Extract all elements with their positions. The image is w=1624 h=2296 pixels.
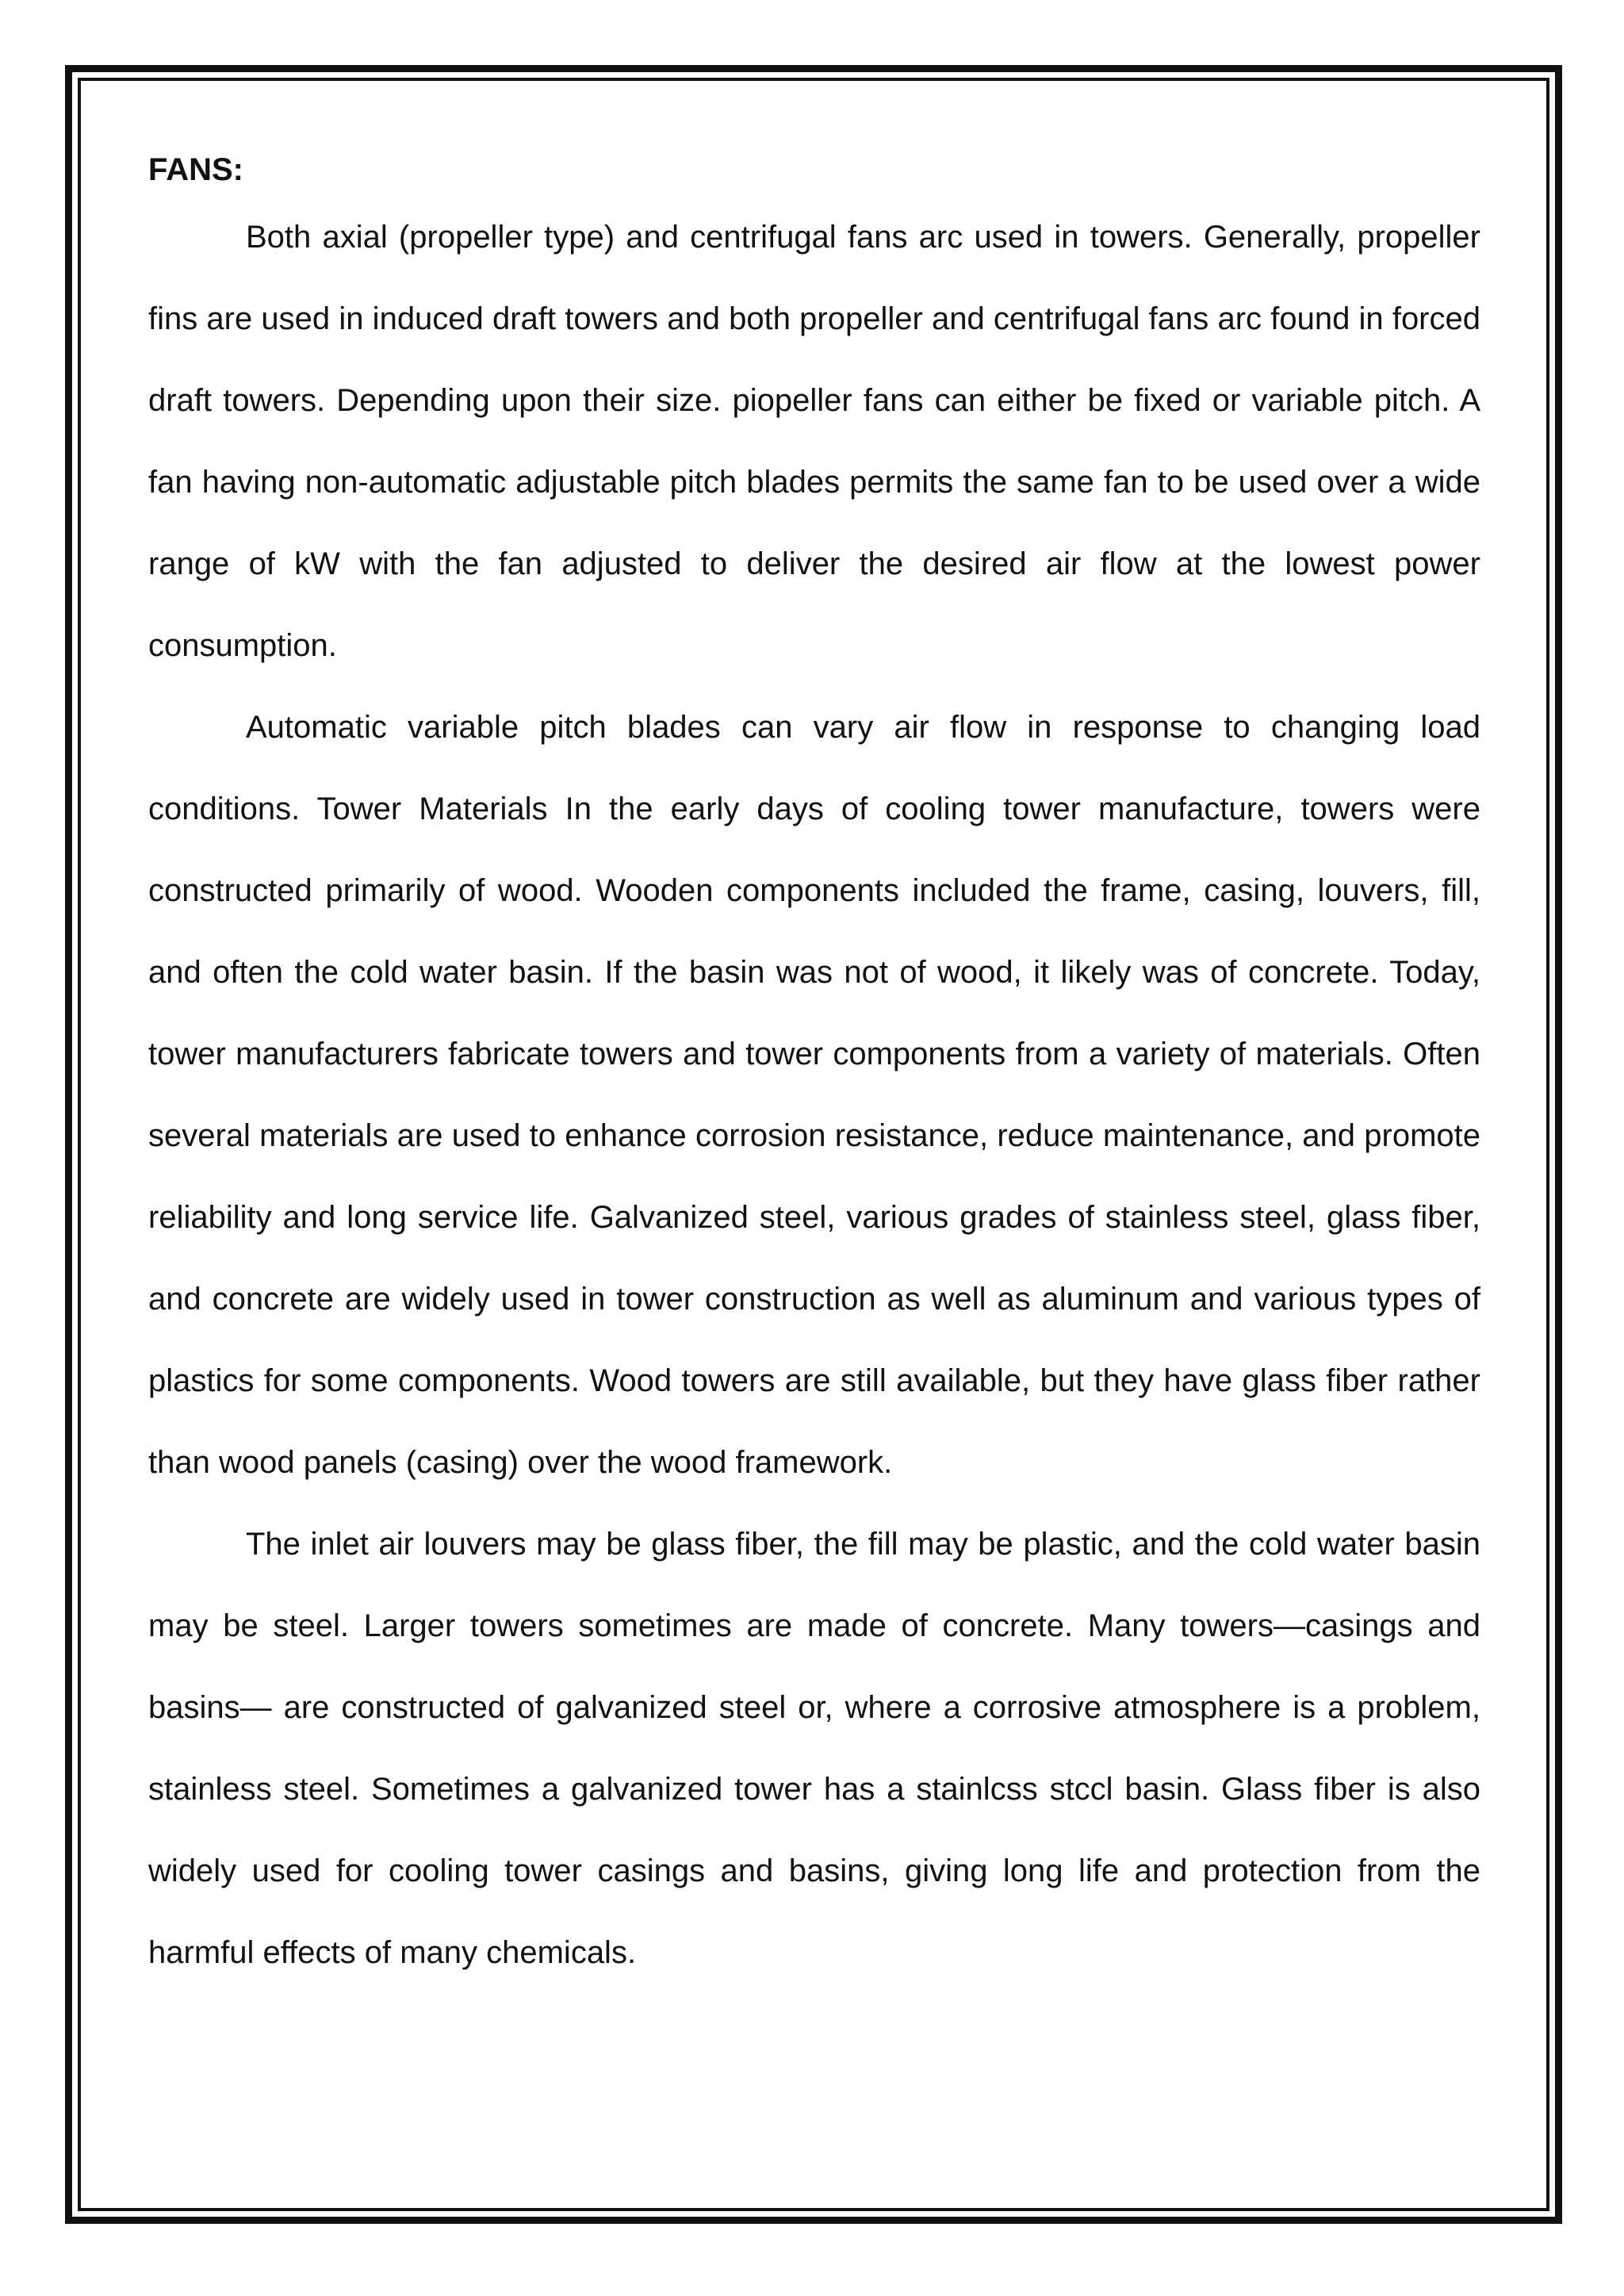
document-body <box>148 143 1480 1994</box>
paragraph-basins: The inlet air louvers may be glass fiber, the fill may be plastic, and the cold water basin may be steel. Larger towers sometimes are made of concrete. Many towers—casings and basins— are constructed of galvanized steel or, where a corrosive atmosphere is a problem, stainless steel. Sometimes a galvanized tower has a stainlcss stccl basin. Glass fiber is also widely used for cooling tower casings and basins, giving long life and protection from the harmful effects of many chemicals. <box>148 1527 1480 1970</box>
section-heading: FANS: <box>148 152 243 187</box>
paragraph-fans: Both axial (propeller type) and centrifugal fans arc used in towers. Generally, propeller fins are used in induced draft towers and both propeller and centrifugal fans arc found in forced draft towers. Depending upon their size. piopeller fans can either be fixed or variable pitch. A fan having non-automatic adjustable pitch blades permits the same fan to be used over a wide range of kW with the fan adjusted to deliver the desired air flow at the lowest power consumption. <box>148 220 1480 663</box>
paragraph-tower-materials: Automatic variable pitch blades can vary air flow in response to changing load conditions. Tower Materials In the early days of cooling tower manufacture, towers were constructed primarily of wood. Wooden components included the frame, casing, louvers, fill, and often the cold water basin. If the basin was not of wood, it likely was of concrete. Today, tower manufacturers fabricate towers and tower components from a variety of materials. Often several materials are used to enhance corrosion resistance, reduce maintenance, and promote reliability and long service life. Galvanized steel, various grades of stainless steel, glass fiber, and concrete are widely used in tower construction as well as aluminum and various types of plastics for some components. Wood towers are still available, but they have glass fiber rather than wood panels (casing) over the wood framework. <box>148 710 1480 1480</box>
